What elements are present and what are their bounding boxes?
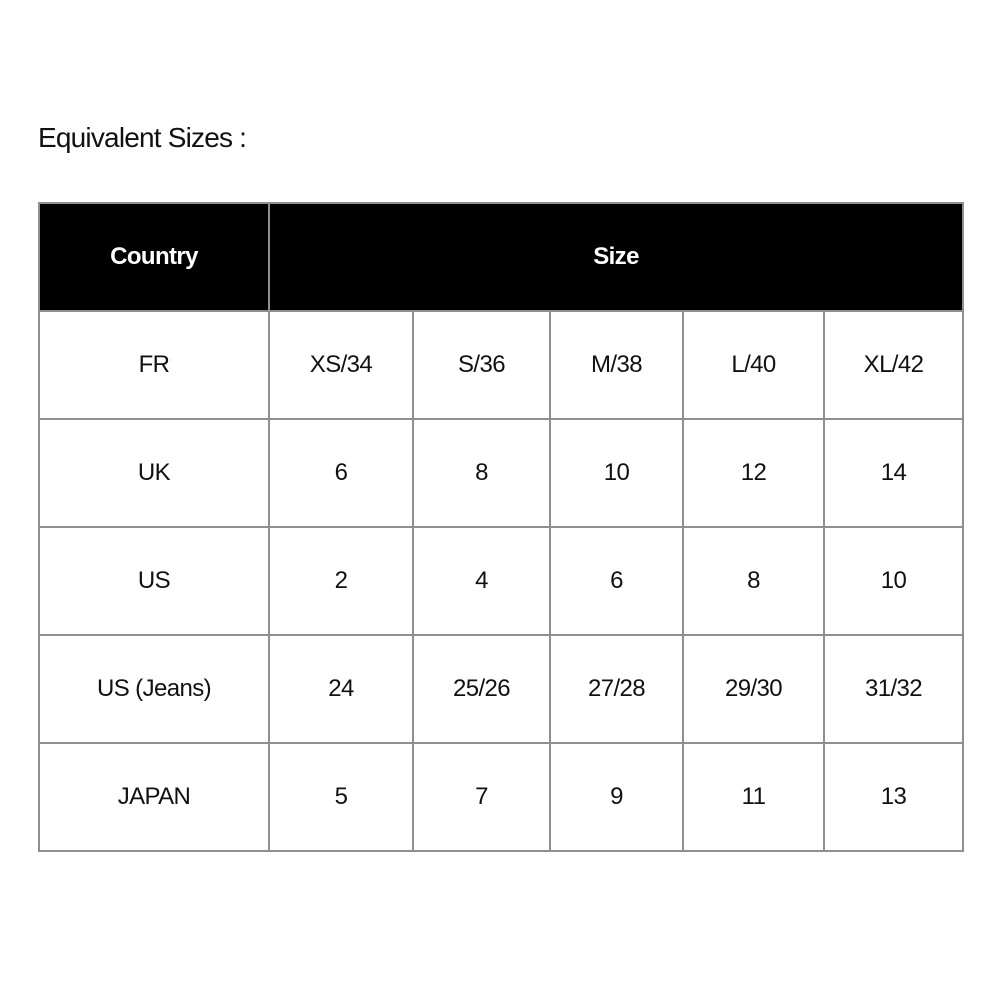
size-cell: 12 [683,419,824,527]
table-row [39,635,963,743]
header-row [39,203,963,311]
table-row [39,311,963,419]
size-cell: 5 [269,743,413,851]
size-cell: 31/32 [824,635,963,743]
size-cell: 8 [413,419,550,527]
size-cell: 4 [413,527,550,635]
size-cell: 2 [269,527,413,635]
size-cell: 25/26 [413,635,550,743]
page-title: Equivalent Sizes : [38,122,247,153]
size-cell: 10 [550,419,683,527]
table-row [39,527,963,635]
size-cell: 14 [824,419,963,527]
size-cell: S/36 [413,311,550,419]
size-cell: 11 [683,743,824,851]
size-cell: XS/34 [269,311,413,419]
size-cell: XL/42 [824,311,963,419]
size-cell: 24 [269,635,413,743]
size-cell: 6 [269,419,413,527]
country-cell: FR [39,311,269,419]
country-cell: US [39,527,269,635]
country-cell: UK [39,419,269,527]
size-cell: 29/30 [683,635,824,743]
size-cell: 6 [550,527,683,635]
size-chart-table [38,202,964,852]
size-cell: L/40 [683,311,824,419]
size-cell: 27/28 [550,635,683,743]
size-cell: 9 [550,743,683,851]
size-cell: 7 [413,743,550,851]
table-row [39,743,963,851]
header-size: Size [269,203,963,311]
country-cell: US (Jeans) [39,635,269,743]
size-cell: M/38 [550,311,683,419]
size-cell: 10 [824,527,963,635]
country-cell: JAPAN [39,743,269,851]
table-row [39,419,963,527]
size-cell: 13 [824,743,963,851]
header-country: Country [39,203,269,311]
size-cell: 8 [683,527,824,635]
